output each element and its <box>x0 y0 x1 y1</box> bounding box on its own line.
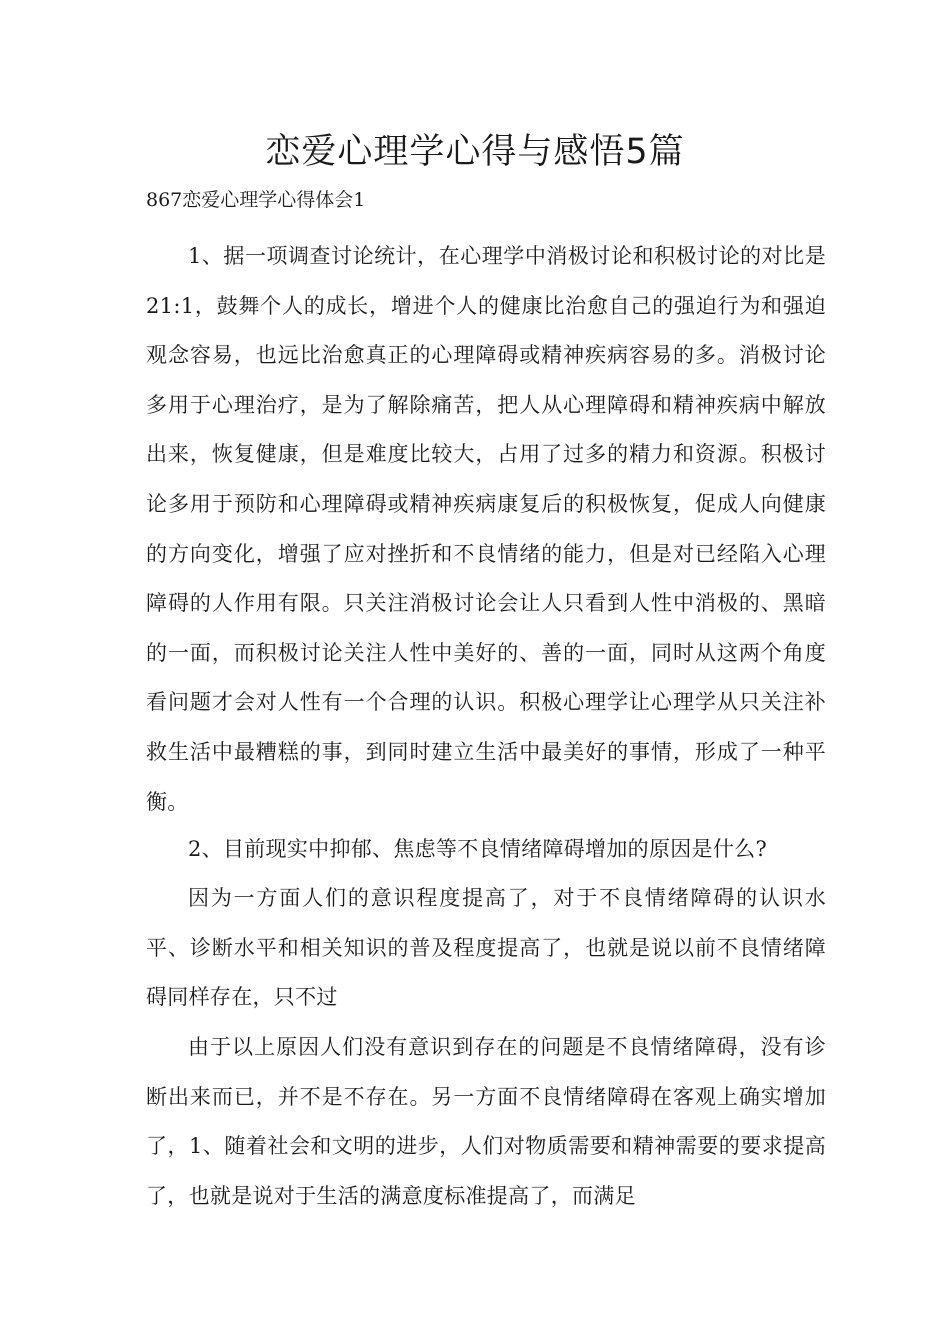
paragraph: 1、据一项调查讨论统计，在心理学中消极讨论和积极讨论的对比是21:1，鼓舞个人的成长，增进个人的健康比治愈自己的强迫行为和强迫观念容易，也远比治愈真正的心理障碍或精神疾病容易的多。消极讨论多用于心理治疗，是为了解除痛苦，把人从心理障碍和精神疾病中解放出来，恢复健康，但是难度比较大，占用了过多的精力和资源。积极讨论多用于预防和心理障碍或精神疾病康复后的积极恢复，促成人向健康的方向变化，增强了应对挫折和不良情绪的能力，但是对已经陷入心理障碍的人作用有限。只关注消极讨论会让人只看到人性中消极的、黑暗的一面，而积极讨论关注人性中美好的、善的一面，同时从这两个角度看问题才会对人性有一个合理的认识。积极心理学让心理学从只关注补救生活中最糟糕的事，到同时建立生活中最美好的事情，形成了一种平衡。 <box>146 244 826 814</box>
paragraph-block-2 <box>146 825 826 875</box>
paragraph: 2、目前现实中抑郁、焦虑等不良情绪障碍增加的原因是什么? <box>188 837 768 861</box>
document-subtitle: 867恋爱心理学心得体会1 <box>146 189 366 211</box>
paragraph-block-4 <box>146 1023 826 1221</box>
paragraph-block-1 <box>146 232 826 827</box>
paragraph: 因为一方面人们的意识程度提高了，对于不良情绪障碍的认识水平、诊断水平和相关知识的普及程度提高了，也就是说以前不良情绪障碍同样存在，只不过 <box>146 886 826 1010</box>
paragraph: 由于以上原因人们没有意识到存在的问题是不良情绪障碍，没有诊断出来而已，并不是不存在。另一方面不良情绪障碍在客观上确实增加了，1、随着社会和文明的进步，人们对物质需要和精神需要的要求提高了，也就是说对于生活的满意度标准提高了，而满足 <box>146 1035 826 1208</box>
document-title: 恋爱心理学心得与感悟5篇 <box>265 132 685 172</box>
paragraph-block-3 <box>146 874 826 1023</box>
